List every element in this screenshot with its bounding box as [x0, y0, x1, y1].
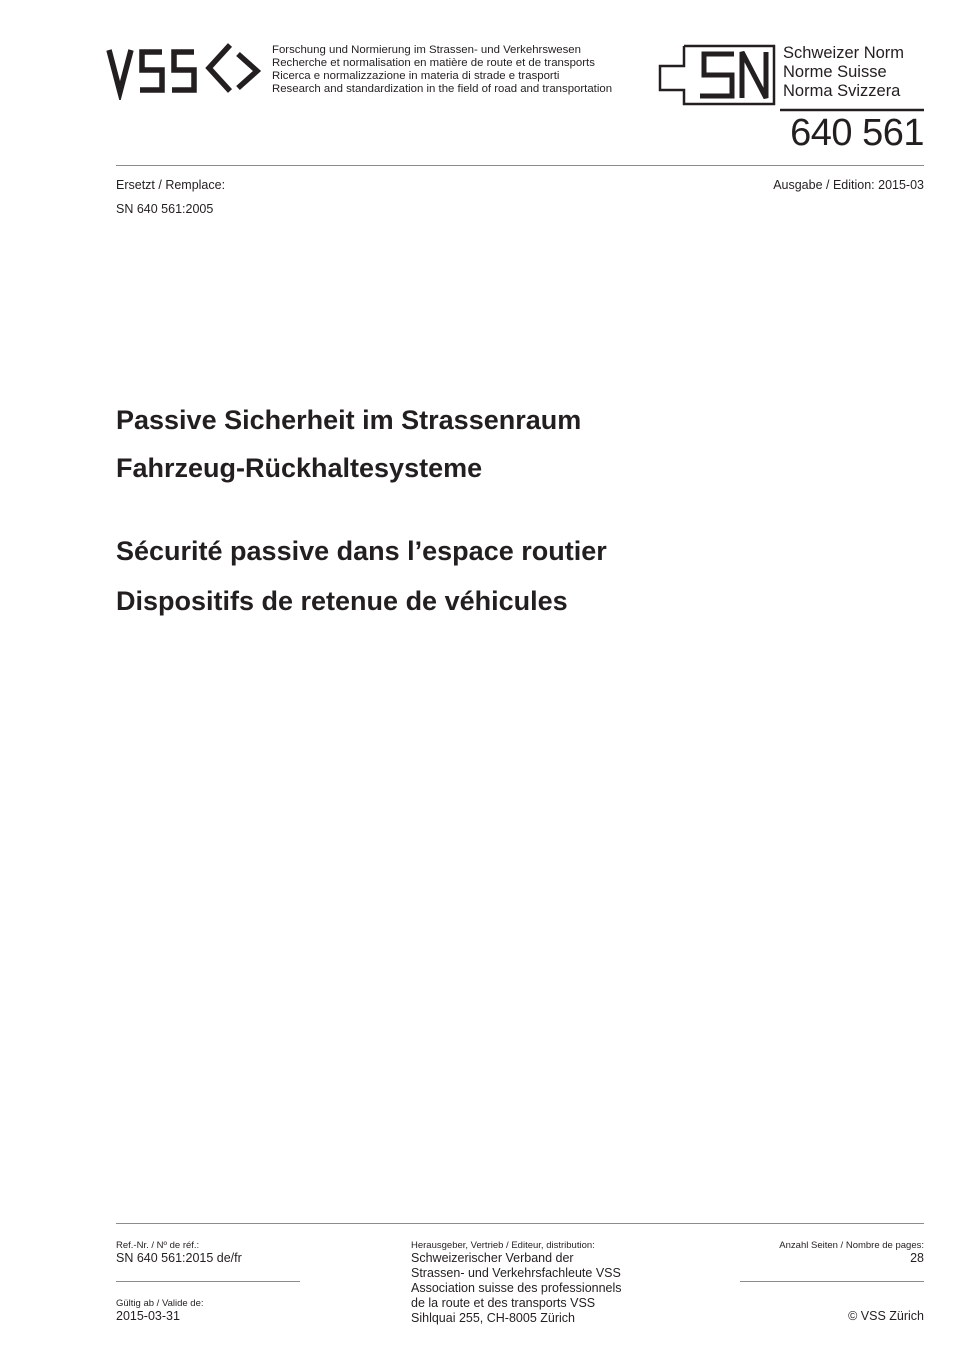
sn-name-it: Norma Svizzera: [783, 82, 901, 100]
publisher-address: [411, 1251, 622, 1326]
title-de-line2: Fahrzeug-Rückhaltesysteme: [116, 453, 483, 483]
title-fr-line1: Sécurité passive dans l’espace routier: [116, 536, 607, 566]
vss-tagline-fr: Recherche et normalisation en matière de route et de transports: [272, 57, 595, 69]
replaces-value: SN 640 561:2005: [116, 202, 214, 216]
pages-divider: [740, 1281, 924, 1282]
vss-logo: [106, 40, 266, 100]
ref-label: Ref.-Nr. / Nº de réf.:: [116, 1240, 200, 1251]
vss-tagline-en: Research and standardization in the field of road and transportation: [272, 83, 613, 95]
publisher-line: Association suisse des professionnels: [411, 1281, 622, 1295]
valid-label: Gültig ab / Valide de:: [116, 1298, 204, 1309]
valid-value: 2015-03-31: [116, 1309, 180, 1323]
publisher-line: Strassen- und Verkehrsfachleute VSS: [411, 1266, 621, 1280]
norm-number: 640 561: [790, 112, 924, 154]
replaces-label: Ersetzt / Remplace:: [116, 178, 226, 192]
pages-label: Anzahl Seiten / Nombre de pages:: [779, 1240, 924, 1251]
vss-tagline-it: Ricerca e normalizzazione in materia di strade e trasporti: [272, 70, 560, 82]
publisher-line: Sihlquai 255, CH-8005 Zürich: [411, 1311, 575, 1325]
copyright: © VSS Zürich: [848, 1309, 924, 1323]
sn-name-de: Schweizer Norm: [783, 44, 905, 62]
header-divider: [116, 165, 924, 166]
publisher-label: Herausgeber, Vertrieb / Editeur, distribution:: [411, 1240, 595, 1251]
ref-value: SN 640 561:2015 de/fr: [116, 1251, 242, 1265]
pages-value: 28: [910, 1251, 924, 1265]
sn-names: [783, 44, 904, 101]
title-de-line1: Passive Sicherheit im Strassenraum: [116, 405, 582, 435]
ref-divider: [116, 1281, 300, 1282]
publisher-line: Schweizerischer Verband der: [411, 1251, 574, 1265]
footer-divider: [116, 1223, 924, 1224]
publisher-line: de la route et des transports VSS: [411, 1296, 596, 1310]
vss-tagline-de: Forschung und Normierung im Strassen- und Verkehrswesen: [272, 44, 581, 56]
vss-tagline: [272, 44, 612, 96]
edition: Ausgabe / Edition: 2015-03: [773, 178, 924, 192]
sn-name-fr: Norme Suisse: [783, 63, 887, 81]
title-fr-line2: Dispositifs de retenue de véhicules: [116, 586, 568, 616]
